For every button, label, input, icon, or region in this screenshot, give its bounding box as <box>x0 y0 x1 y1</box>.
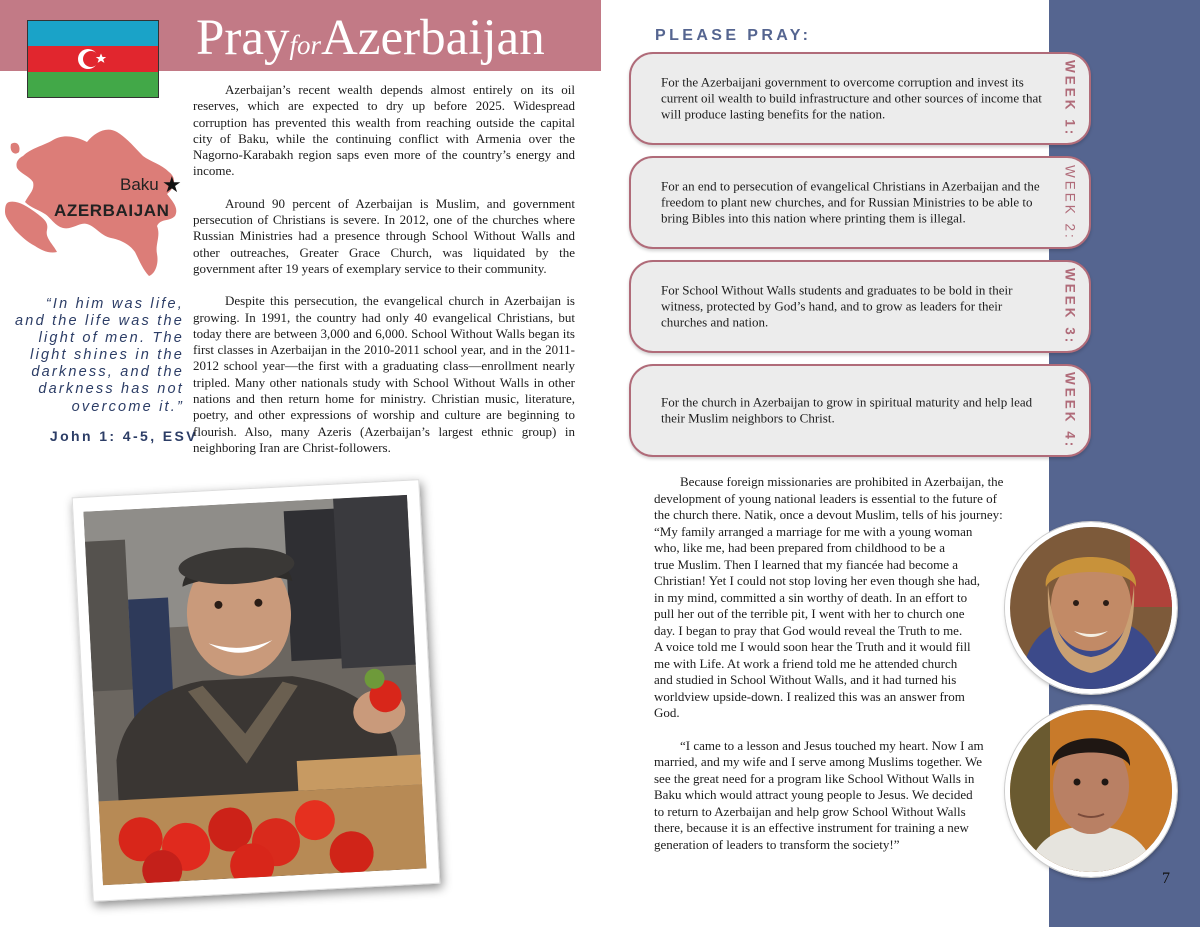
testimony-story <box>654 474 1018 853</box>
map-city-label: Baku <box>120 175 159 194</box>
story-line: who, like me, had been prepared from childhood to be a <box>654 540 945 555</box>
scripture-reference: John 1: 4-5, ESV <box>49 428 198 444</box>
story-line: Baku which would attract young people to Jesus. We decided <box>654 787 973 802</box>
story-line: to return to Azerbaijan and help grow School Without Walls <box>654 803 966 819</box>
story-paragraph <box>654 738 1018 854</box>
photo-image <box>83 495 426 885</box>
woman-portrait <box>1005 522 1177 694</box>
story-paragraph <box>654 474 1018 722</box>
week-4-label: WEEK 4: <box>1062 371 1078 450</box>
week-3-card <box>629 260 1091 353</box>
week-3-label: WEEK 3: <box>1062 267 1078 346</box>
week-4-text: For the church in Azerbaijan to grow in spiritual maturity and help lead their Muslim neighbors to Christ. <box>661 394 1033 426</box>
body-paragraph: Azerbaijan’s recent wealth depends almost entirely on its oil reserves, which are expected to dry up before 2025. Widespread corruption has prevented this wealth from reaching outside the capital city of Baku, while the continuing conflict with Armenia over the Nagorno-Karabakh region saps even more of the country’s energy and income. <box>193 82 575 179</box>
week-2-label: WEEK 2: <box>1062 164 1078 241</box>
story-line: A voice told me I would soon hear the Truth and it would fill <box>654 639 971 654</box>
story-line: day. I began to pray that God would reveal the Truth to me. <box>654 622 963 638</box>
article-body <box>193 82 575 472</box>
story-line: Because foreign missionaries are prohibited in Azerbaijan, the <box>680 474 1004 489</box>
story-line: married, and my wife and I serve among Muslims together. We <box>654 754 982 769</box>
azerbaijan-flag <box>27 20 159 98</box>
story-line: there, because it is an effective instrument for training a new <box>654 820 969 835</box>
capital-star-icon: ★ <box>162 172 182 197</box>
please-pray-heading: PLEASE PRAY: <box>655 27 812 44</box>
story-line: the church there. Natik, once a devout Muslim, tells of his journey: <box>654 507 1003 522</box>
story-line: see the great need for a program like School Without Walls in <box>654 770 975 786</box>
week-2-text: For an end to persecution of evangelical Christians in Azerbaijan and the freedom to plant new churches, and for Russian Ministries to be able to bring Bibles into this nation where printing them is illegal. <box>661 178 1040 226</box>
story-line: me with Life. At work a friend told me he attended church <box>654 655 958 671</box>
story-line: “My family arranged a marriage for me with a young woman <box>654 523 973 539</box>
young-man-portrait <box>1005 705 1177 877</box>
scripture-quote: “In him was life, and the life was the light of men. The light shines in the darkness, and the darkness has not overcome it.” <box>15 296 184 415</box>
week-2-card <box>629 156 1091 249</box>
week-1-label: WEEK 1: <box>1062 59 1078 138</box>
body-paragraph: Around 90 percent of Azerbaijan is Muslim, and government persecution of Christians is severe. In 2012, one of the churches where Russian Ministries had a presence through School Without Walls and other outreaches, Greater Grace Church, was liquidated by the government after 19 years of exemplary service to their community. <box>193 195 575 276</box>
vendor-photo <box>72 479 441 902</box>
story-line: “I came to a lesson and Jesus touched my heart. Now I am <box>680 737 984 753</box>
week-3-text: For School Without Walls students and graduates to be bold in their witness, protected by God’s hand, and to grow as leaders for their churches and nation. <box>661 282 1013 330</box>
map-country-label: AZERBAIJAN <box>54 201 170 220</box>
story-line: God. <box>654 705 680 720</box>
page-title: PrayforAzerbaijan <box>196 10 545 66</box>
week-1-text: For the Azerbaijani government to overcome corruption and invest its current oil wealth to build infrastructure and other sources of income that will produce lasting benefits for the nation. <box>661 74 1042 122</box>
story-line: and studied in School Without Walls, and it had turned his <box>654 672 957 687</box>
story-line: in my mind, committed a sin worthy of death. In an effort to <box>654 589 968 605</box>
story-line: generation of leaders to transform the society!” <box>654 836 900 852</box>
page-number: 7 <box>1162 870 1170 887</box>
body-paragraph: Despite this persecution, the evangelical church in Azerbaijan is growing. In 1991, the country had only 40 evangelical Christians, but today there are between 3,000 and 6,000. School Without Walls began its first classes in Azerbaijan in the 2010-2011 school year, and in the 2011-2012 school year—the first with a graduating class—enrollment nearly tripled. Many other nationals study with School Without Walls in other nations and then return home for ministry. Christian music, literature, poetry, and other expressions of worship and culture are beginning to flourish. Also, many Azeris (Azerbaijan’s largest ethnic group) in neighboring Iran are Christ-followers. <box>193 293 575 455</box>
story-line: true Muslim. Then I learned that my fiancée had become a <box>654 556 959 572</box>
story-line: worldview upside-down. I realized this was an answer from <box>654 688 965 704</box>
story-line: development of young national leaders is essential to the future of <box>654 490 997 506</box>
story-line: Christian! Yet I could not stop loving her even though she had, <box>654 573 981 588</box>
week-4-card <box>629 364 1091 457</box>
story-line: pull her out of the terrible pit, I went with her to church one <box>654 606 965 621</box>
week-1-card <box>629 52 1091 145</box>
